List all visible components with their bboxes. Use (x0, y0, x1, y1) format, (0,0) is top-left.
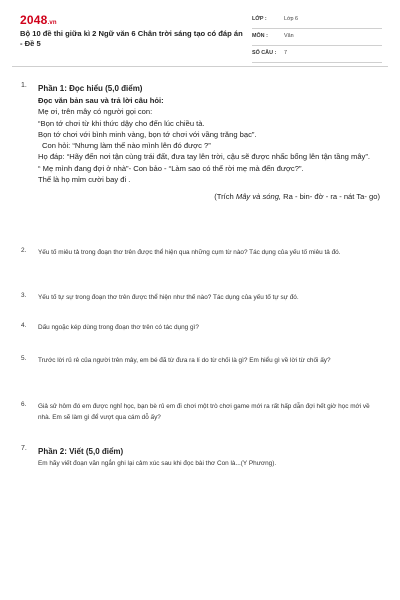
question-number: 7. (21, 445, 27, 452)
source-author: Ra - bin- đờ - ra - nát Ta- go) (281, 192, 380, 202)
logo-tld: .vn (47, 20, 57, 26)
document-title: Bộ 10 đề thi giữa kì 2 Ngữ văn 6 Chân trời sáng tạo có đáp án - Đề 5 (20, 29, 243, 48)
poem-line: Thế là họ mỉm cười bay đi . (38, 175, 131, 185)
poem-line: Họ đáp: “Hãy đến nơi tận cùng trái đất, đưa tay lên trời, cậu sẽ được nhấc bổng lên tận tầng mây”. (38, 152, 370, 162)
source-title: Mây và sóng, (235, 192, 282, 202)
poem-line: Bọn tớ chơi với bình minh vàng, bọn tớ chơi với vầng trăng bạc”. (38, 129, 257, 139)
meta-table (252, 14, 382, 65)
meta-value: 7 (284, 50, 287, 56)
question-number: 6. (21, 401, 27, 408)
meta-value: Văn (284, 33, 294, 39)
question-text: Trước lời rủ rê của người trên mây, em bé đã từ đưa ra lí do từ chối là gì? Em hiểu gì về lời từ chối ấy? (38, 357, 331, 364)
question-number: 5. (21, 355, 27, 362)
question-body (38, 82, 383, 203)
question-text: Dấu ngoặc kép dùng trong đoạn thơ trên có tác dụng gì? (38, 324, 199, 331)
question-text: Em hãy viết đoạn văn ngắn ghi lại cảm xúc sau khi đọc bài thơ Con là...(Y Phương). (38, 460, 277, 467)
meta-label: SỐ CÂU : (252, 50, 277, 56)
document-header (0, 0, 400, 62)
meta-value: Lớp 6 (284, 16, 299, 22)
question-body (38, 445, 383, 469)
question-number: 1. (21, 82, 27, 89)
poem-line: Mẹ ơi, trên mây có người gọi con: (38, 107, 153, 117)
question-text: Giả sử hôm đó em được nghỉ học, bạn bè rủ em đi chơi một trò chơi game mới ra rất hấp dẫn đợi hết giờ học mới về nhà. Em sẽ làm gì để vượt qua cám dỗ ấy? (38, 403, 370, 421)
site-logo[interactable] (20, 13, 57, 27)
part-title: Phần 2: Viết (5,0 điểm) (38, 447, 124, 456)
question-number: 4. (21, 322, 27, 329)
question-number: 3. (21, 292, 27, 299)
poem-line: “Bọn tớ chơi từ khi thức dậy cho đến lúc chiều tà. (38, 118, 205, 128)
question-number: 2. (21, 247, 27, 254)
poem-line: “ Mẹ mình đang đợi ở nhà”- Con bảo - “Làm sao có thể rời mẹ mà đến được?”. (38, 163, 304, 173)
meta-row-subject (252, 31, 382, 46)
meta-row-class (252, 14, 382, 29)
reading-instruction: Đọc văn bản sau và trả lời câu hỏi: (38, 96, 164, 105)
poem-source (38, 191, 383, 202)
meta-label: MÔN : (252, 33, 268, 39)
logo-main: 2048 (20, 13, 48, 27)
poem-line: Con hỏi: “Nhưng làm thế nào mình lên đó được ?” (42, 141, 211, 151)
header-divider (12, 66, 388, 67)
question-text: Yếu tố miêu tả trong đoạn thơ trên được thể hiện qua những cụm từ nào? Tác dụng của yếu tố miêu tả đó. (38, 249, 341, 256)
question-text: Yếu tố tự sự trong đoạn thơ trên được thể hiện như thế nào? Tác dụng của yếu tố tự sự đó. (38, 294, 299, 301)
part-title: Phần 1: Đọc hiểu (5,0 điểm) (38, 84, 143, 93)
meta-label: LỚP : (252, 16, 267, 22)
source-prefix: (Trích (214, 192, 236, 202)
meta-row-count (252, 48, 382, 63)
